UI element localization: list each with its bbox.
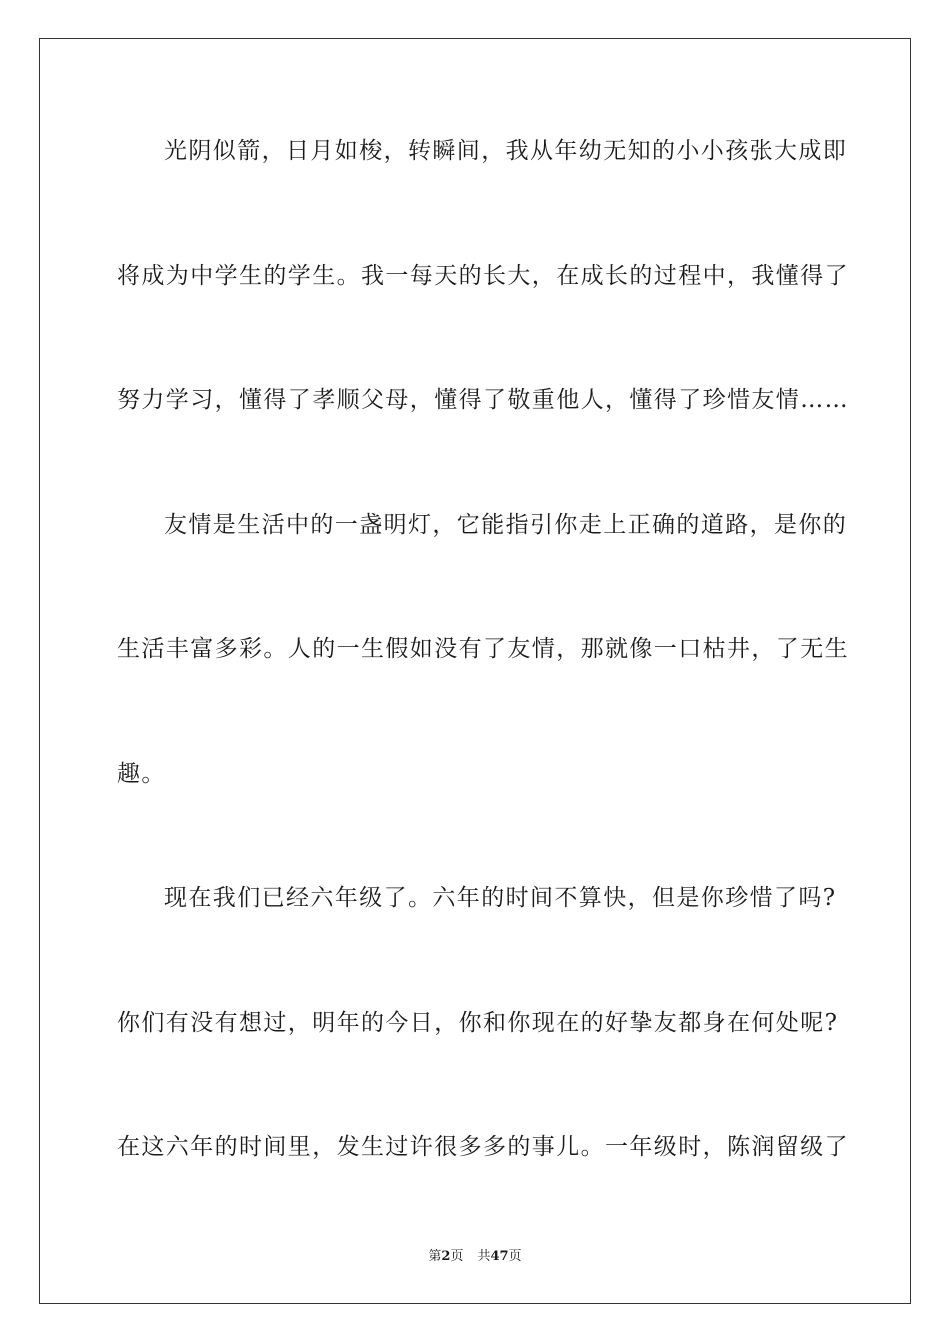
text-line: 光阴似箭，日月如梭，转瞬间，我从年幼无知的小小孩张大成即 bbox=[164, 138, 848, 164]
text-line: 生活丰富多彩。人的一生假如没有了友情，那就像一口枯井，了无生 bbox=[117, 636, 849, 662]
text-line: 在这六年的时间里，发生过许很多多的事儿。一年级时，陈润留级了 bbox=[117, 1134, 849, 1160]
page-label-suffix: 页 bbox=[450, 1249, 464, 1264]
current-page-number: 2 bbox=[441, 1249, 451, 1264]
page-label-prefix: 第 bbox=[428, 1249, 442, 1264]
total-page-count: 47 bbox=[490, 1249, 509, 1264]
total-label-suffix: 页 bbox=[508, 1249, 522, 1264]
text-line: 友情是生活中的一盏明灯，它能指引你走上正确的道路，是你的 bbox=[164, 512, 848, 538]
text-line: 你们有没有想过，明年的今日，你和你现在的好挚友都身在何处呢? bbox=[117, 1010, 839, 1036]
total-label-prefix: 共 bbox=[477, 1249, 491, 1264]
page-footer bbox=[0, 1248, 950, 1266]
text-line: 趣。 bbox=[117, 761, 166, 787]
text-line: 现在我们已经六年级了。六年的时间不算快，但是你珍惜了吗? bbox=[164, 885, 837, 911]
text-line: 努力学习，懂得了孝顺父母，懂得了敬重他人，懂得了珍惜友情…… bbox=[117, 387, 849, 413]
text-line: 将成为中学生的学生。我一每天的长大，在成长的过程中，我懂得了 bbox=[117, 263, 849, 289]
page-border bbox=[39, 38, 911, 1304]
